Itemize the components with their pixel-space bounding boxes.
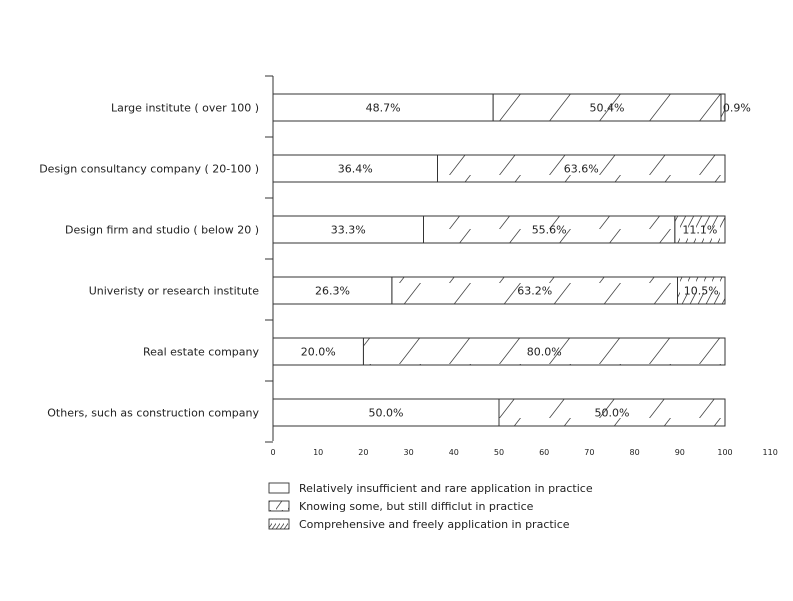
data-label: 50.0% [368, 406, 404, 420]
category-label: Univeristy or research institute [88, 284, 259, 298]
legend-label: Comprehensive and freely application in practice [299, 518, 570, 531]
data-label: 48.7% [365, 101, 401, 115]
x-tick-label: 20 [358, 448, 369, 457]
data-label: 20.0% [300, 345, 336, 359]
data-label: 33.3% [330, 223, 366, 237]
x-tick-label: 70 [584, 448, 595, 457]
x-tick-label: 10 [313, 448, 324, 457]
data-label: 26.3% [314, 284, 350, 298]
x-tick-label: 100 [717, 448, 733, 457]
x-tick-label: 30 [403, 448, 414, 457]
data-label: 10.5% [683, 284, 719, 298]
category-label: Large institute ( over 100 ) [110, 101, 259, 115]
data-label: 0.9% [722, 101, 751, 115]
data-label: 80.0% [526, 345, 562, 359]
category-label: Design consultancy company ( 20-100 ) [39, 162, 259, 176]
legend-swatch [269, 519, 289, 529]
legend-label: Knowing some, but still difficlut in practice [299, 500, 534, 513]
x-tick-label: 60 [539, 448, 550, 457]
data-label: 63.2% [517, 284, 553, 298]
data-label: 50.4% [589, 101, 625, 115]
x-tick-label: 90 [674, 448, 685, 457]
data-label: 55.6% [531, 223, 567, 237]
data-label: 11.1% [682, 223, 718, 237]
data-label: 63.6% [563, 162, 599, 176]
data-label: 36.4% [337, 162, 373, 176]
x-tick-label: 50 [493, 448, 505, 457]
x-tick-label: 80 [629, 448, 640, 457]
x-tick-label: 40 [448, 448, 459, 457]
x-tick-label: 0 [270, 448, 276, 457]
chart-labels [39, 102, 751, 420]
category-label: Design firm and studio ( below 20 ) [64, 223, 259, 237]
legend-swatch [269, 483, 289, 493]
legend-label: Relatively insufficient and rare application in practice [299, 482, 593, 495]
chart-bars [273, 94, 725, 426]
data-label: 50.0% [594, 406, 630, 420]
category-label: Real estate company [142, 345, 259, 359]
x-tick-label: 110 [762, 448, 778, 457]
chart-legend [269, 482, 593, 531]
legend-swatch [269, 501, 289, 511]
category-label: Others, such as construction company [47, 406, 259, 420]
